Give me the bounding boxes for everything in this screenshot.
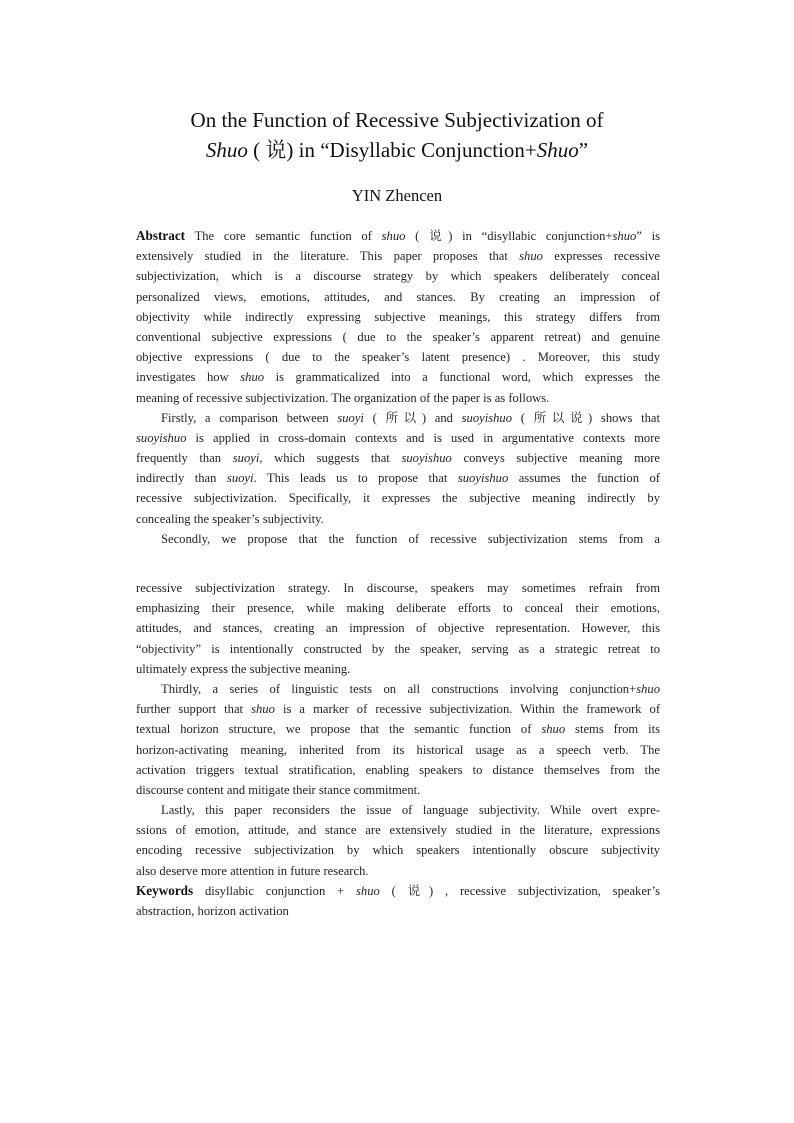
- text-segment: indirectly than: [136, 471, 227, 486]
- paragraph-secondly-continued: [136, 578, 660, 679]
- italic-term: shuo: [251, 702, 275, 717]
- abstract-label: Abstract: [136, 228, 186, 243]
- italic-term: shuo: [612, 229, 637, 243]
- italic-term: shuo: [381, 229, 406, 243]
- text-segment: expresses recessive: [542, 249, 660, 264]
- italic-term: suoyi: [337, 410, 364, 425]
- text-segment: textual horizon structure, we propose that the semantic function of: [136, 722, 542, 737]
- text-segment: recessive subjectivization strategy. In discourse, speakers may sometimes refrain from: [136, 581, 660, 595]
- title-close-quote: ”: [578, 138, 589, 162]
- author-name: YIN Zhencen: [351, 186, 443, 205]
- text-line: [136, 699, 660, 719]
- text-line: [136, 679, 660, 699]
- text-segment: attitudes, and stances, creating an impression of objective representation. However, this: [136, 621, 660, 636]
- text-line: [136, 881, 660, 901]
- abstract-section: [136, 226, 660, 921]
- text-segment: discourse content and mitigate their stance commitment.: [136, 782, 421, 797]
- text-segment: also deserve more attention in future research.: [136, 863, 369, 878]
- text-segment: further support that: [136, 702, 252, 717]
- italic-term: suoyishuo: [461, 410, 512, 425]
- keywords-section: [136, 881, 660, 921]
- italic-term: suoyishuo: [457, 471, 509, 486]
- text-segment: conveys subjective meaning more: [451, 451, 660, 466]
- text-line: [136, 901, 660, 921]
- text-segment: Thirdly, a series of linguistic tests on all constructions involving conjunction+: [161, 681, 637, 696]
- text-segment: is applied in cross-domain contexts and is used in argumentative contexts more: [186, 430, 660, 445]
- text-segment: ssions of emotion, attitude, and stance are extensively studied in the literature, expressions: [136, 823, 660, 838]
- text-segment: conventional subjective expressions ( due to the speaker’s apparent retreat) and genuine: [136, 329, 660, 344]
- text-segment: abstraction, horizon activation: [136, 904, 289, 918]
- italic-term: shuo: [636, 681, 660, 696]
- text-line: [136, 861, 660, 881]
- text-line: [136, 428, 660, 448]
- text-line: [136, 618, 660, 638]
- text-line: [136, 287, 660, 307]
- text-segment: is grammaticalized into a functional word, which expresses the: [264, 370, 660, 385]
- text-line: [136, 760, 660, 780]
- text-line: [136, 448, 660, 468]
- text-line: [136, 307, 660, 327]
- text-segment: The core semantic function of: [185, 229, 382, 243]
- italic-term: shuo: [240, 370, 265, 385]
- text-line: [136, 226, 660, 246]
- italic-term: suoyi: [226, 471, 254, 486]
- text-segment: Lastly, this paper reconsiders the issue of language subjectivity. While overt expre-: [161, 803, 660, 818]
- title-shuo-2: Shuo: [536, 138, 579, 162]
- text-segment: ( 所以说) shows that: [512, 410, 660, 425]
- paragraph-firstly: [136, 408, 660, 529]
- text-segment: emphasizing their presence, while making deliberate efforts to conceal their emotions,: [136, 601, 660, 616]
- italic-term: suoyishuo: [401, 451, 452, 466]
- text-segment: personalized views, emotions, attitudes, and stances. By creating an impression of: [136, 289, 660, 304]
- text-segment: Secondly, we propose that the function of recessive subjectivization stems from a: [161, 531, 660, 546]
- text-line: [136, 468, 660, 488]
- text-line: [136, 780, 660, 800]
- text-segment: assumes the function of: [508, 471, 660, 486]
- text-line: [136, 367, 660, 387]
- text-line: [136, 327, 660, 347]
- paragraph-secondly: [136, 529, 660, 549]
- text-line: [136, 740, 660, 760]
- text-segment: concealing the speaker’s subjectivity.: [136, 511, 324, 526]
- text-segment: is a marker of recessive subjectivization. Within the framework of: [274, 702, 660, 717]
- text-line: [136, 408, 660, 428]
- text-segment: frequently than: [136, 451, 233, 466]
- text-line: [136, 578, 660, 598]
- text-line: [136, 488, 660, 508]
- abstract-paragraph: [136, 226, 660, 408]
- text-segment: ” is: [636, 229, 660, 243]
- italic-term: shuo: [356, 883, 380, 898]
- text-segment: encoding recessive subjectivization by which speakers intentionally obscure subjectivity: [136, 843, 660, 858]
- text-segment: ultimately express the subjective meaning.: [136, 661, 351, 676]
- text-line: [136, 598, 660, 618]
- text-line: [136, 347, 660, 367]
- italic-term: shuo: [541, 722, 566, 737]
- text-segment: extensively studied in the literature. This paper proposes that: [136, 249, 520, 264]
- text-line: [136, 246, 660, 266]
- paper-title-line-1: On the Function of Recessive Subjectivization of: [190, 108, 604, 132]
- keywords-label: Keywords: [136, 882, 194, 898]
- text-line: [136, 529, 660, 549]
- text-line: [136, 820, 660, 840]
- text-segment: horizon-activating meaning, inherited from its historical usage as a speech verb. The: [136, 742, 660, 757]
- text-line: [136, 659, 660, 679]
- text-segment: disyllabic conjunction +: [193, 883, 357, 898]
- text-segment: ( 说) , recessive subjectivization, speaker’s: [379, 883, 660, 898]
- text-line: [136, 266, 660, 286]
- text-line: [136, 719, 660, 739]
- text-segment: meaning of recessive subjectivization. The organization of the paper is as follows.: [136, 390, 550, 405]
- text-line: [136, 509, 660, 529]
- text-segment: subjectivization, which is a discourse strategy by which speakers deliberately conceal: [136, 269, 660, 284]
- text-segment: activation triggers textual stratification, enabling speakers to distance themselves from the: [136, 762, 660, 777]
- italic-term: suoyi: [232, 451, 260, 466]
- text-segment: ( 所以) and: [363, 410, 462, 425]
- text-segment: ( 说) in “disyllabic conjunction+: [405, 229, 613, 243]
- italic-term: shuo: [519, 249, 543, 264]
- text-segment: objective expressions ( due to the speaker’s latent presence) . Moreover, this study: [136, 350, 660, 365]
- title-shuo-1: Shuo: [205, 138, 248, 162]
- paragraph-thirdly: [136, 679, 660, 800]
- italic-term: suoyishuo: [136, 430, 187, 445]
- text-segment: investigates how: [136, 370, 241, 385]
- text-line: [136, 388, 660, 408]
- page-break-gap: [136, 549, 660, 578]
- text-line: [136, 840, 660, 860]
- text-segment: Firstly, a comparison between: [161, 410, 338, 425]
- text-segment: . This leads us to propose that: [253, 471, 458, 486]
- text-segment: “objectivity” is intentionally constructed by the speaker, serving as a strategic retreat to: [136, 641, 660, 656]
- title-middle: ( 说) in “Disyllabic Conjunction+: [247, 138, 537, 162]
- text-line: [136, 639, 660, 659]
- text-segment: , which suggests that: [259, 451, 402, 466]
- paper-title-line-2: [0, 135, 794, 165]
- text-line: [136, 800, 660, 820]
- text-segment: stems from its: [565, 722, 660, 737]
- text-segment: objectivity while indirectly expressing subjective meanings, this strategy differs from: [136, 309, 660, 324]
- paragraph-lastly: [136, 800, 660, 881]
- text-segment: recessive subjectivization. Specifically, it expresses the subjective meaning indirectly by: [136, 491, 660, 506]
